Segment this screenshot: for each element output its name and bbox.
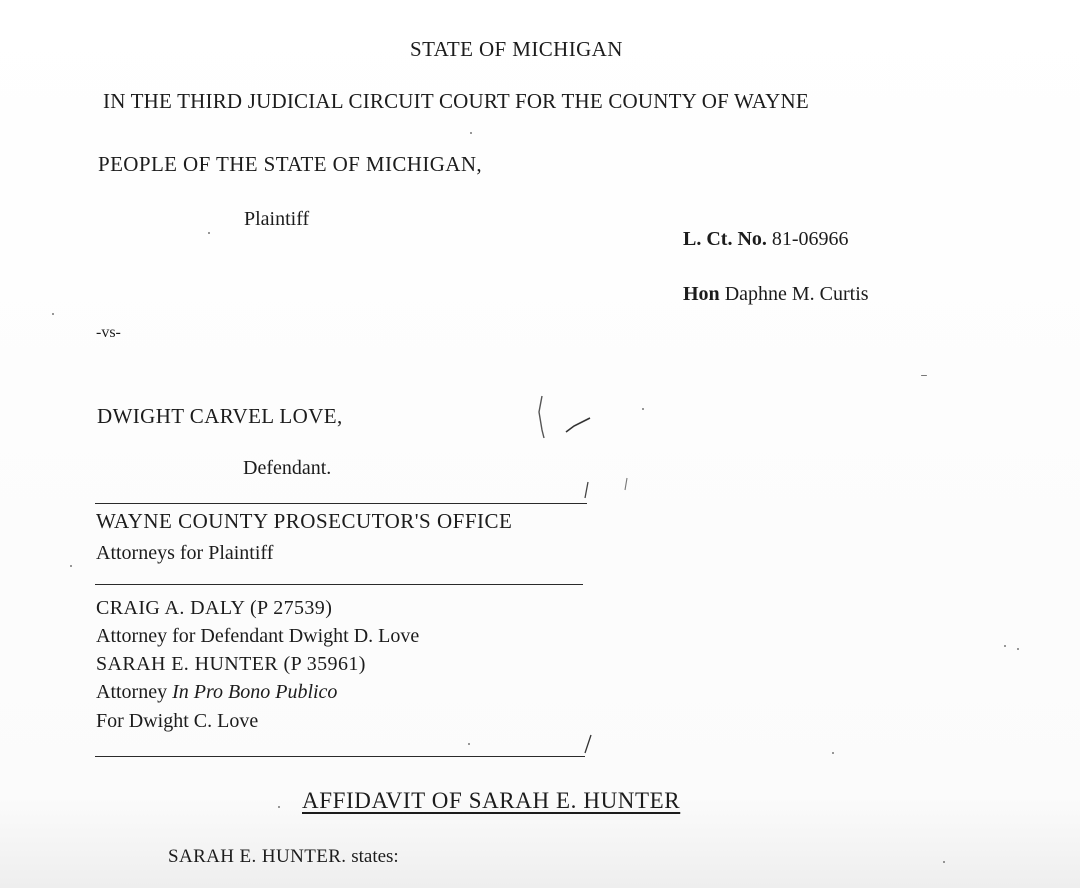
- scan-speck: [468, 743, 470, 745]
- role-prefix: Attorney: [96, 681, 168, 703]
- scan-speck: [52, 313, 54, 315]
- scan-speck: [278, 806, 280, 808]
- scan-speck: [943, 861, 945, 863]
- affiant-states: states:: [351, 846, 399, 867]
- caption-divider-1: [95, 503, 587, 504]
- judge-name: Daphne M. Curtis: [724, 283, 869, 305]
- scan-speck: [70, 565, 72, 567]
- prosecutor-office: WAYNE COUNTY PROSECUTOR'S OFFICE: [96, 509, 513, 533]
- scan-speck: [921, 375, 927, 376]
- defense-attorney-1-role: Attorney for Defendant Dwight D. Love: [96, 625, 420, 647]
- defense-attorney-1: CRAIG A. DALY (P 27539): [96, 597, 333, 619]
- caption-divider-3: [95, 756, 585, 757]
- plaintiff-role: Plaintiff: [244, 208, 310, 230]
- scan-speck: [832, 752, 834, 754]
- affiant-statement: [168, 847, 399, 866]
- caption-divider-2: [95, 584, 583, 585]
- scan-speck: [1017, 648, 1019, 650]
- role-italic: In Pro Bono Publico: [172, 681, 338, 703]
- scan-speck: [208, 232, 210, 234]
- defense-attorney-2-role: [96, 682, 337, 702]
- handwritten-mark-icon: [530, 390, 640, 500]
- judge-line: [683, 284, 869, 304]
- document-title: AFFIDAVIT OF SARAH E. HUNTER: [302, 788, 681, 813]
- defendant-role: Defendant.: [243, 457, 332, 479]
- case-number-value: 81-06966: [771, 228, 849, 250]
- prosecutor-role: Attorneys for Plaintiff: [96, 542, 274, 564]
- case-number-line: [683, 229, 849, 249]
- case-number-label: L. Ct. No.: [683, 228, 767, 250]
- scan-speck: [470, 132, 472, 134]
- affiant-name: SARAH E. HUNTER.: [168, 846, 347, 867]
- scan-speck: [642, 408, 644, 410]
- scan-speck: [1004, 645, 1006, 647]
- versus-marker: -vs-: [96, 324, 121, 341]
- judge-label: Hon: [683, 283, 720, 305]
- defendant-name: DWIGHT CARVEL LOVE,: [97, 404, 343, 428]
- state-heading: STATE OF MICHIGAN: [410, 37, 623, 61]
- defense-attorney-2-for: For Dwight C. Love: [96, 710, 259, 732]
- line-end-mark-icon: [582, 733, 594, 755]
- court-heading: IN THE THIRD JUDICIAL CIRCUIT COURT FOR THE COUNTY OF WAYNE: [103, 89, 809, 113]
- defense-attorney-2: SARAH E. HUNTER (P 35961): [96, 653, 366, 675]
- plaintiff-name: PEOPLE OF THE STATE OF MICHIGAN,: [98, 152, 483, 176]
